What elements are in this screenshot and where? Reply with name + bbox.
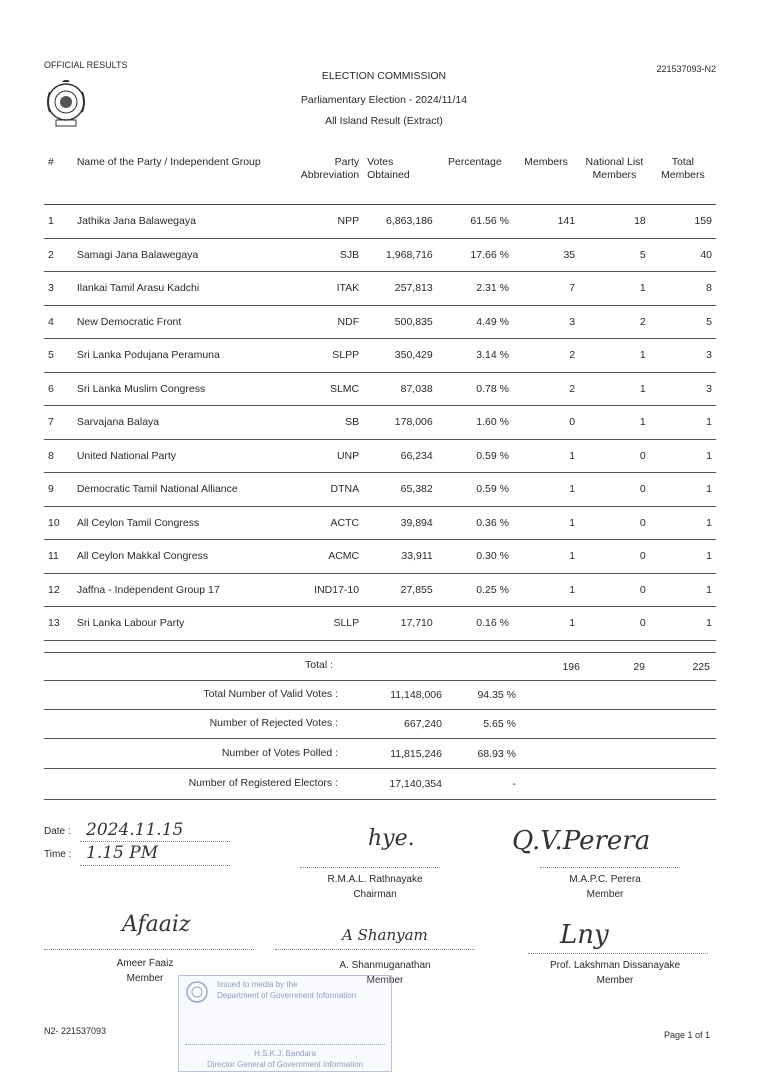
row-party-name: Samagi Jana Balawegaya [73,238,294,272]
row-percentage: 0.16 % [437,607,513,641]
row-total-members: 40 [650,238,716,272]
row-num: 13 [44,607,73,641]
shanmuganathan-role: Member [366,975,404,986]
row-members: 1 [513,540,579,574]
row-members: 2 [513,372,579,406]
row-abbreviation: SB [294,406,364,440]
footer-reference: N2- 221537093 [44,1026,107,1036]
row-national-list: 5 [579,238,650,272]
table-row [44,573,716,607]
row-percentage: 17.66 % [437,238,513,272]
row-num: 7 [44,406,73,440]
row-abbreviation: ITAK [294,272,364,306]
divider [44,652,716,653]
row-votes: 33,911 [363,540,437,574]
row-total-members: 8 [650,272,716,306]
perera-role: Member [586,889,624,900]
row-num: 6 [44,372,73,406]
row-votes: 1,968,716 [363,238,437,272]
dissanayake-role: Member [596,975,634,986]
row-num: 10 [44,506,73,540]
row-votes: 65,382 [363,473,437,507]
row-party-name: Democratic Tamil National Alliance [73,473,294,507]
row-abbreviation: ACTC [294,506,364,540]
row-num: 4 [44,305,73,339]
row-abbreviation: SLPP [294,339,364,373]
row-national-list: 2 [579,305,650,339]
election-title: Parliamentary Election - 2024/11/14 [300,94,468,106]
shanmuganathan-signature: A Shanyam [342,926,428,944]
faaiz-signature: Afaaiz [122,912,191,937]
row-percentage: 0.78 % [437,372,513,406]
header-num: # [44,150,73,205]
valid-votes-label: Total Number of Valid Votes : [203,688,338,700]
signature-line [44,948,254,950]
row-members: 1 [513,506,579,540]
row-party-name: Jathika Jana Balawegaya [73,205,294,239]
header-national-list: National List Members [579,150,650,205]
row-abbreviation: UNP [294,439,364,473]
row-party-name: New Democratic Front [73,305,294,339]
table-row [44,607,716,641]
stamp-line-2: Department of Government Information [217,991,357,1000]
row-total-members: 3 [650,339,716,373]
row-num: 5 [44,339,73,373]
row-national-list: 0 [579,540,650,574]
row-total-members: 1 [650,607,716,641]
header-percentage: Percentage [437,150,513,205]
divider [44,709,716,710]
row-party-name: Sri Lanka Muslim Congress [73,372,294,406]
row-abbreviation: ACMC [294,540,364,574]
time-label: Time : [44,849,72,860]
total-total-members: 225 [692,661,710,673]
row-party-name: All Ceylon Makkal Congress [73,540,294,574]
table-header-row [44,150,716,205]
table-row [44,372,716,406]
row-percentage: 0.30 % [437,540,513,574]
header-total-members: Total Members [650,150,716,205]
signature-line [540,866,680,868]
row-percentage: 0.59 % [437,439,513,473]
row-total-members: 159 [650,205,716,239]
divider [44,799,716,800]
table-row [44,305,716,339]
row-abbreviation: NDF [294,305,364,339]
table-row [44,540,716,574]
faaiz-role: Member [126,973,164,984]
row-national-list: 1 [579,372,650,406]
row-num: 8 [44,439,73,473]
row-national-list: 0 [579,607,650,641]
row-party-name: Sri Lanka Podujana Peramuna [73,339,294,373]
row-members: 7 [513,272,579,306]
row-national-list: 18 [579,205,650,239]
stamp-title: Director General of Government Information [206,1060,364,1069]
row-percentage: 2.31 % [437,272,513,306]
date-value: 2024.11.15 [86,820,184,840]
row-party-name: Ilankai Tamil Arasu Kadchi [73,272,294,306]
header-votes: Votes Obtained [363,150,437,205]
chairman-signature: hye. [368,826,415,851]
row-members: 141 [513,205,579,239]
rejected-votes-label: Number of Rejected Votes : [209,717,338,729]
row-votes: 87,038 [363,372,437,406]
row-total-members: 3 [650,372,716,406]
row-percentage: 4.49 % [437,305,513,339]
table-row [44,439,716,473]
row-national-list: 1 [579,406,650,440]
divider [44,738,716,739]
row-national-list: 1 [579,272,650,306]
row-percentage: 0.59 % [437,473,513,507]
signature-line [300,866,440,868]
total-label: Total : [305,659,334,671]
government-information-stamp [178,975,392,1072]
row-national-list: 0 [579,506,650,540]
row-percentage: 61.56 % [437,205,513,239]
stamp-line [185,1044,385,1045]
table-row [44,238,716,272]
table-row [44,406,716,440]
votes-polled-percentage: 68.93 % [477,748,516,760]
row-votes: 178,006 [363,406,437,440]
official-results-tag: OFFICIAL RESULTS [44,60,128,70]
row-votes: 39,894 [363,506,437,540]
stamp-line-1: Issued to media by the [217,980,298,989]
row-votes: 17,710 [363,607,437,641]
row-percentage: 0.36 % [437,506,513,540]
row-party-name: All Ceylon Tamil Congress [73,506,294,540]
signature-line [528,952,708,954]
rejected-votes-percentage: 5.65 % [483,718,516,730]
votes-polled-label: Number of Votes Polled : [221,747,338,759]
stamp-name: H.S.K.J. Bandara [254,1049,316,1058]
row-total-members: 5 [650,305,716,339]
page-number: Page 1 of 1 [663,1030,710,1040]
row-votes: 27,855 [363,573,437,607]
row-abbreviation: SLMC [294,372,364,406]
row-members: 3 [513,305,579,339]
row-num: 11 [44,540,73,574]
row-percentage: 3.14 % [437,339,513,373]
date-label: Date : [44,826,71,837]
row-total-members: 1 [650,473,716,507]
sri-lanka-emblem-icon [44,80,88,130]
row-members: 1 [513,473,579,507]
registered-electors-label: Number of Registered Electors : [188,777,338,789]
row-national-list: 0 [579,573,650,607]
valid-votes-percentage: 94.35 % [477,689,516,701]
chairman-role: Chairman [353,889,397,900]
header-members: Members [513,150,579,205]
row-votes: 350,429 [363,339,437,373]
row-votes: 257,813 [363,272,437,306]
total-members: 196 [562,661,580,673]
row-total-members: 1 [650,406,716,440]
row-abbreviation: IND17-10 [294,573,364,607]
row-party-name: Sri Lanka Labour Party [73,607,294,641]
row-votes: 500,835 [363,305,437,339]
table-row [44,506,716,540]
registered-electors-value: 17,140,354 [389,778,442,790]
row-num: 2 [44,238,73,272]
row-abbreviation: SLLP [294,607,364,641]
document-reference: 221537093-N2 [656,64,716,74]
rejected-votes-value: 667,240 [404,718,442,730]
time-value: 1.15 PM [86,843,159,863]
header-party-name: Name of the Party / Independent Group [73,150,294,205]
row-abbreviation: NPP [294,205,364,239]
shanmuganathan-name: A. Shanmuganathan [339,960,431,971]
row-percentage: 0.25 % [437,573,513,607]
perera-name: M.A.P.C. Perera [569,874,641,885]
row-abbreviation: SJB [294,238,364,272]
time-line [80,864,230,866]
row-total-members: 1 [650,506,716,540]
row-abbreviation: DTNA [294,473,364,507]
row-total-members: 1 [650,439,716,473]
stamp-seal-icon [185,980,209,1004]
row-num: 1 [44,205,73,239]
row-party-name: United National Party [73,439,294,473]
row-members: 0 [513,406,579,440]
row-national-list: 0 [579,439,650,473]
dissanayake-name: Prof. Lakshman Dissanayake [549,960,681,971]
row-num: 3 [44,272,73,306]
row-total-members: 1 [650,540,716,574]
results-table [44,150,716,641]
row-members: 1 [513,439,579,473]
row-national-list: 0 [579,473,650,507]
row-votes: 6,863,186 [363,205,437,239]
table-row [44,339,716,373]
table-row [44,473,716,507]
row-num: 9 [44,473,73,507]
dissanayake-signature: Lny [560,920,609,950]
scope-title: All Island Result (Extract) [325,115,443,127]
total-national-list: 29 [633,661,645,673]
divider [44,768,716,769]
commission-title: ELECTION COMMISSION [321,70,447,82]
row-total-members: 1 [650,573,716,607]
header-abbreviation: Party Abbreviation [294,150,364,205]
date-line [80,840,230,842]
row-members: 1 [513,573,579,607]
row-members: 35 [513,238,579,272]
row-num: 12 [44,573,73,607]
table-row [44,272,716,306]
chairman-name: R.M.A.L. Rathnayake [327,874,423,885]
divider [44,680,716,681]
row-percentage: 1.60 % [437,406,513,440]
votes-polled-value: 11,815,246 [390,748,442,760]
row-party-name: Jaffna - Independent Group 17 [73,573,294,607]
registered-electors-percentage: - [512,778,516,790]
row-members: 2 [513,339,579,373]
valid-votes-value: 11,148,006 [390,689,442,701]
row-votes: 66,234 [363,439,437,473]
row-members: 1 [513,607,579,641]
faaiz-name: Ameer Faaiz [116,958,174,969]
table-row [44,205,716,239]
signature-line [275,948,475,950]
perera-signature: Q.V.Perera [512,826,651,856]
row-national-list: 1 [579,339,650,373]
row-party-name: Sarvajana Balaya [73,406,294,440]
